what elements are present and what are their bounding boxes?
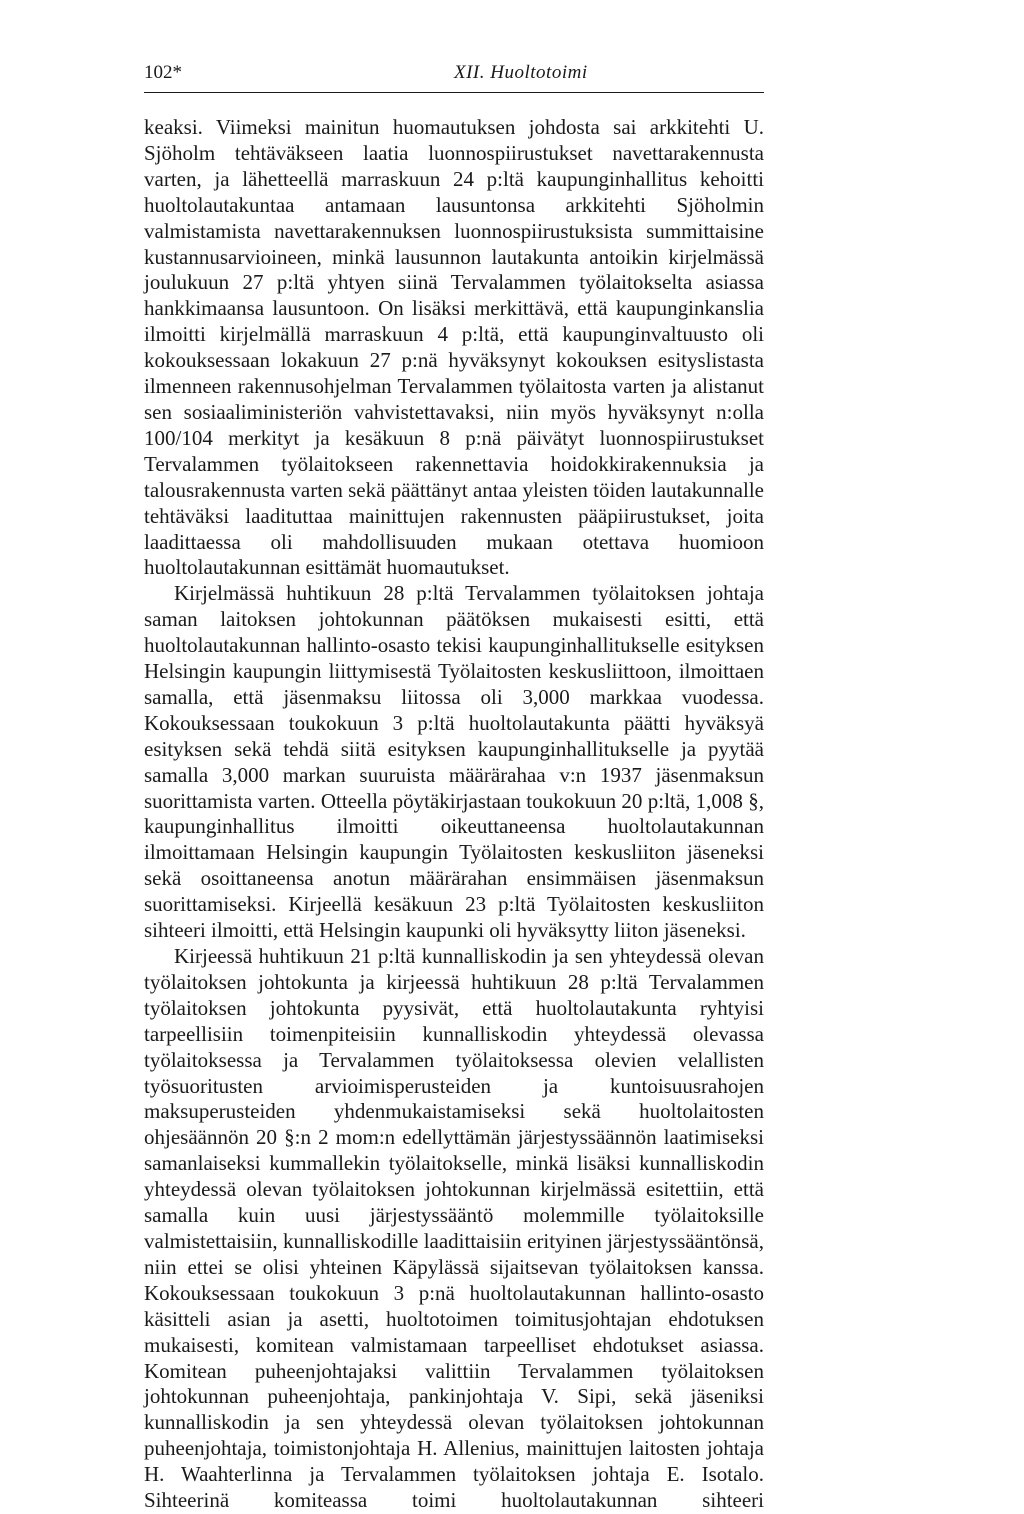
section-title: XII. Huoltotoimi: [454, 62, 588, 83]
body-text: [144, 115, 764, 1514]
paragraph-2: Kirjelmässä huhtikuun 28 p:ltä Tervalammen työlaitoksen johtaja saman laitoksen johtokunnan päätöksen mukaisesti esitti, että huoltolautakunnan hallinto-osasto tekisi kaupunginhallitukselle esityksen Helsingin kaupungin liittymisestä Työlaitosten keskusliittoon, ilmoittaen samalla, että jäsenmaksu liitossa oli 3,000 markkaa vuodessa. Kokouksessaan toukokuun 3 p:ltä huoltolautakunta päätti hyväksyä esityksen sekä tehdä siitä esityksen kaupunginhallitukselle ja pyytää samalla 3,000 markan suuruista määrärahaa v:n 1937 jäsenmaksun suorittamista varten. Otteella pöytäkirjastaan toukokuun 20 p:ltä, 1,008 §, kaupunginhallitus ilmoitti oikeuttaneensa huoltolautakunnan ilmoittamaan Helsingin kaupungin Työlaitosten keskusliiton jäseneksi sekä osoittaneensa anotun määrärahan ensimmäisen jäsenmaksun suorittamiseksi. Kirjeellä kesäkuun 23 p:ltä Työlaitosten keskusliiton sihteeri ilmoitti, että Helsingin kaupunki oli hyväksytty liiton jäseneksi.: [144, 581, 764, 943]
document-page: [144, 58, 764, 1514]
running-header: [144, 58, 764, 93]
page-number: 102*: [144, 62, 182, 83]
paragraph-1: keaksi. Viimeksi mainitun huomautuksen johdosta sai arkkitehti U. Sjöholm tehtäväkseen laatia luonnospiirustukset navettarakennusta varten, ja lähetteellä marraskuun 24 p:ltä kaupunginhallitus kehoitti huoltolautakuntaa antamaan lausuntonsa arkkitehti Sjöholmin valmistamista navettarakennuksen luonnospiirustuksista summittaisine kustannusarvioineen, minkä lausunnon lautakunta antoikin kirjelmässä joulukuun 27 p:ltä yhtyen siinä Tervalammen työlaitokselta asiassa hankkimaansa lausuntoon. On lisäksi merkittävä, että kaupunginkanslia ilmoitti kirjelmällä marraskuun 4 p:ltä, että kaupunginvaltuusto oli kokouksessaan lokakuun 27 p:nä hyväksynyt kokouksen esityslistasta ilmenneen rakennusohjelman Tervalammen työlaitosta varten ja alistanut sen sosiaaliministeriön vahvistettavaksi, niin myös hyväksynyt n:olla 100/104 merkityt ja kesäkuun 8 p:nä päivätyt luonnospiirustukset Tervalammen työlaitokseen rakennettavia hoidokkirakennuksia ja talousrakennusta varten sekä päättänyt antaa yleisten töiden lautakunnalle tehtäväksi laadituttaa mainittujen rakennusten pääpiirustukset, joita laadittaessa oli mahdollisuuden mukaan otettava huomioon huoltolautakunnan esittämät huomautukset.: [144, 115, 764, 580]
paragraph-3: Kirjeessä huhtikuun 21 p:ltä kunnalliskodin ja sen yhteydessä olevan työlaitoksen johtokunta ja kirjeessä huhtikuun 28 p:ltä Tervalammen työlaitoksen johtokunta pyysivät, että huoltolautakunta ryhtyisi tarpeellisiin toimenpiteisiin kunnalliskodin yhteydessä olevassa työlaitoksessa ja Tervalammen työlaitoksessa olevien velallisten työsuoritusten arvioimisperusteiden ja kuntoisuusrahojen maksuperusteiden yhdenmukaistamiseksi sekä huoltolaitosten ohjesäännön 20 §:n 2 mom:n edellyttämän järjestyssäännön laatimiseksi samanlaiseksi kummallekin työlaitokselle, minkä lisäksi kunnalliskodin yhteydessä olevan työlaitoksen johtokunnan kirjelmässä esitettiin, että samalla kuin uusi järjestyssääntö molemmille työlaitoksille valmistettaisiin, kunnalliskodille laadittaisiin erityinen järjestyssääntönsä, niin ettei se olisi yhteinen Käpylässä sijaitsevan työlaitoksen kanssa. Kokouksessaan toukokuun 3 p:nä huoltolautakunnan hallinto-osasto käsitteli asian ja asetti, huoltotoimen toimitusjohtajan ehdotuksen mukaisesti, komitean valmistamaan tarpeelliset ehdotukset asiassa. Komitean puheenjohtajaksi valittiin Tervalammen työlaitoksen johtokunnan puheenjohtaja, pankinjohtaja V. Sipi, sekä jäseniksi kunnalliskodin ja sen yhteydessä olevan työlaitoksen johtokunnan puheenjohtaja, toimistonjohtaja H. Allenius, mainittujen laitosten johtaja H. Waahterlinna ja Tervalammen työlaitoksen johtaja E. Isotalo. Sihteerinä komiteassa toimi huoltolautakunnan sihteeri: [144, 944, 764, 1513]
